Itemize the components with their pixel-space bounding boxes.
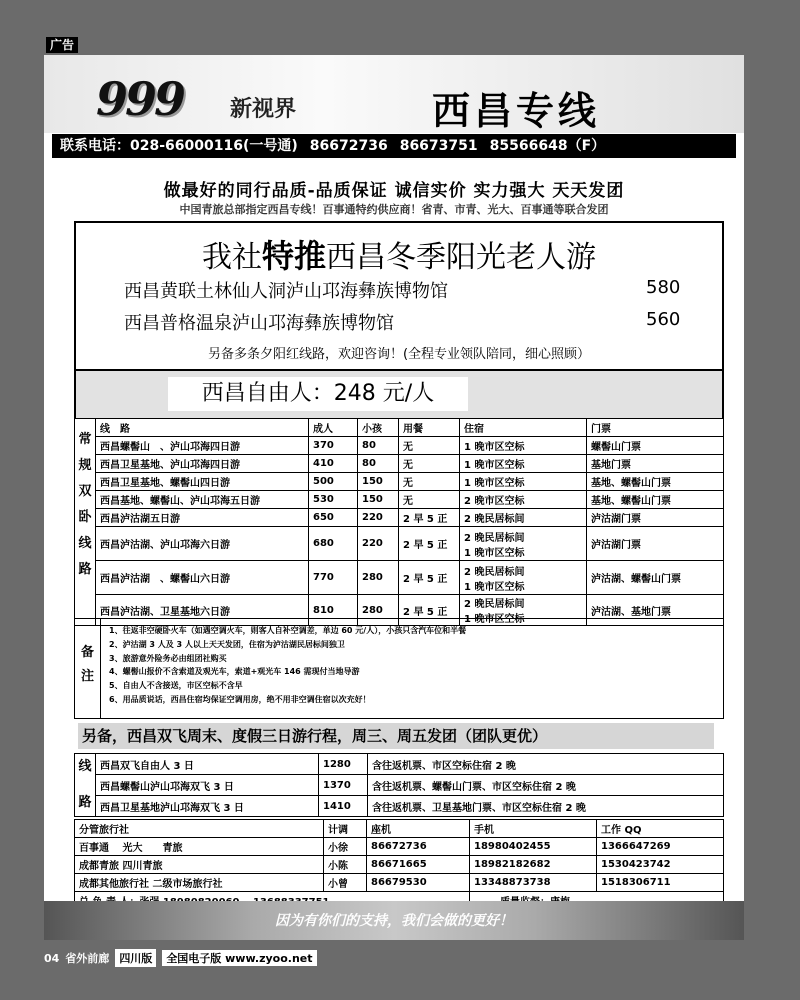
contact-phone: 86673751 (399, 138, 478, 154)
agency-table (74, 819, 724, 910)
notes-side-label: 备 注 (75, 619, 101, 718)
note-item: 1、往返非空硬卧火车（如遇空调火车，则客人自补空调差，单边 60 元/人），小孩只含汽车位和半餐 (109, 626, 467, 635)
promo-price: 560 (646, 309, 681, 330)
table-row: 西昌螺髻山 、泸山邛海四日游 370 80 无 1 晚市区空标 螺髻山门票 (75, 437, 724, 455)
table-row: 百事通 光大 青旅 小徐 86672736 18980402455 1366647269 (75, 838, 724, 856)
table-row: 西昌泸沽湖、卫星基地六日游 810 280 2 早 5 正 2 晚民居标间 1 晚市区空标 泸沽湖、基地门票 (75, 595, 724, 626)
col-header: 成人 (309, 419, 358, 437)
note-item: 4、螺髻山报价不含索道及观光车，索道+观光车 146 需现付当地导游 (109, 667, 360, 677)
website-link[interactable]: 全国电子版 www.zyoo.net (162, 950, 316, 966)
note-item: 2、泸沽湖 3 人及 3 人以上天天发团，住宿为泸沽湖民居标间独卫 (109, 639, 345, 649)
table-row: 西昌基地、螺髻山、泸山邛海五日游 530 150 无 2 晚市区空标 基地、螺髻山门票 (75, 491, 724, 509)
slogan: 做最好的同行品质-品质保证 诚信实价 实力强大 天天发团 (163, 181, 625, 201)
free-traveler-price: 西昌自由人：248 元/人 (168, 377, 468, 411)
table-row: 成都其他旅行社 二级市场旅行社 小曾 86679530 13348873738 1518306711 (75, 874, 724, 892)
promo-route: 西昌黄联土林仙人洞泸山邛海彝族博物馆 (124, 281, 448, 302)
notes-section (74, 618, 724, 719)
col-header: 小孩 (358, 419, 399, 437)
advertisement-sheet (44, 55, 744, 940)
table-row: 线 路 西昌双飞自由人 3 日 1280 含往返机票、市区空标住宿 2 晚 (75, 754, 724, 775)
contact-fax: 85566648（F） (489, 138, 606, 154)
page-title: 西昌专线 (432, 89, 601, 133)
promo-price: 580 (646, 277, 681, 298)
header (44, 55, 744, 133)
table-row: 西昌卫星基地、泸山邛海四日游 410 80 无 1 晚市区空标 基地门票 (75, 455, 724, 473)
twin-flight-table (74, 753, 724, 817)
logo-text: 新视界 (230, 97, 297, 122)
contact-phone: 86672736 (309, 138, 388, 154)
note-item: 3、旅游意外险务必由组团社购买 (109, 653, 227, 663)
table-row: 成都青旅 四川青旅 小陈 86671665 18982182682 1530423742 (75, 856, 724, 874)
route-table (74, 418, 724, 626)
note-item: 6、用品质说话，西昌住宿均保证空调用房，绝不用非空调住宿以次充好！ (109, 694, 371, 704)
ad-tag: 广告 (46, 37, 78, 53)
table-row: 西昌泸沽湖 、螺髻山六日游 770 280 2 早 5 正 2 晚民居标间 1 晚市区空标 泸沽湖、螺髻山门票 (75, 561, 724, 595)
promo-note: 另备多条夕阳红线路，欢迎咨询！(全程专业领队陪同，细心照顾） (207, 347, 591, 362)
slogan-sub: 中国青旅总部指定西昌专线！百事通特约供应商！省青、市青、光大、百事通等联合发团 (179, 203, 609, 216)
page-number: 04 (44, 951, 60, 965)
contact-label: 联系电话： (60, 138, 130, 154)
notes-list (109, 624, 466, 707)
footer-bar (44, 901, 744, 940)
table-row: 西昌泸沽湖、泸山邛海六日游 680 220 2 早 5 正 2 晚民居标间 1 晚市区空标 泸沽湖门票 (75, 527, 724, 561)
promo-box (74, 221, 724, 371)
contact-bar (52, 134, 736, 158)
twin-side-label: 线 路 (75, 754, 96, 817)
col-header: 门票 (587, 419, 724, 437)
route-side-label: 常 规 双 卧 线 路 (75, 419, 96, 626)
footer-slogan: 因为有你们的支持，我们会做的更好！ (275, 913, 513, 929)
table-row: 西昌卫星基地、螺髻山四日游 500 150 无 1 晚市区空标 基地、螺髻山门票 (75, 473, 724, 491)
contact-phone: 028-66000116(一号通) (130, 138, 298, 154)
section-name: 省外前廊 (65, 952, 110, 965)
col-header: 用餐 (399, 419, 460, 437)
note-item: 5、自由人不含接送，市区空标不含早 (109, 681, 243, 691)
promo-route: 西昌普格温泉泸山邛海彝族博物馆 (124, 313, 394, 334)
table-header-row: 分管旅行社 计调 座机 手机 工作 QQ (75, 820, 724, 838)
promo-title: 我社特推西昌冬季阳光老人游 (201, 237, 596, 275)
table-header-row (75, 419, 724, 437)
page-footer (44, 949, 317, 967)
table-row: 西昌卫星基地泸山邛海双飞 3 日 1410 含往返机票、卫星基地门票、市区空标住宿 2 晚 (75, 796, 724, 817)
col-header: 线 路 (96, 419, 309, 437)
col-header: 住宿 (460, 419, 587, 437)
twin-flight-banner: 另备，西昌双飞周末、度假三日游行程，周三、周五发团（团队更优） (78, 723, 714, 749)
edition-badge: 四川版 (115, 949, 156, 967)
table-row: 西昌泸沽湖五日游 650 220 2 早 5 正 2 晚民居标间 泸沽湖门票 (75, 509, 724, 527)
free-traveler-bar (74, 371, 724, 419)
table-row: 西昌螺髻山泸山邛海双飞 3 日 1370 含往返机票、螺髻山门票、市区空标住宿 2 晚 (75, 775, 724, 796)
logo-number: 999 (96, 72, 184, 126)
